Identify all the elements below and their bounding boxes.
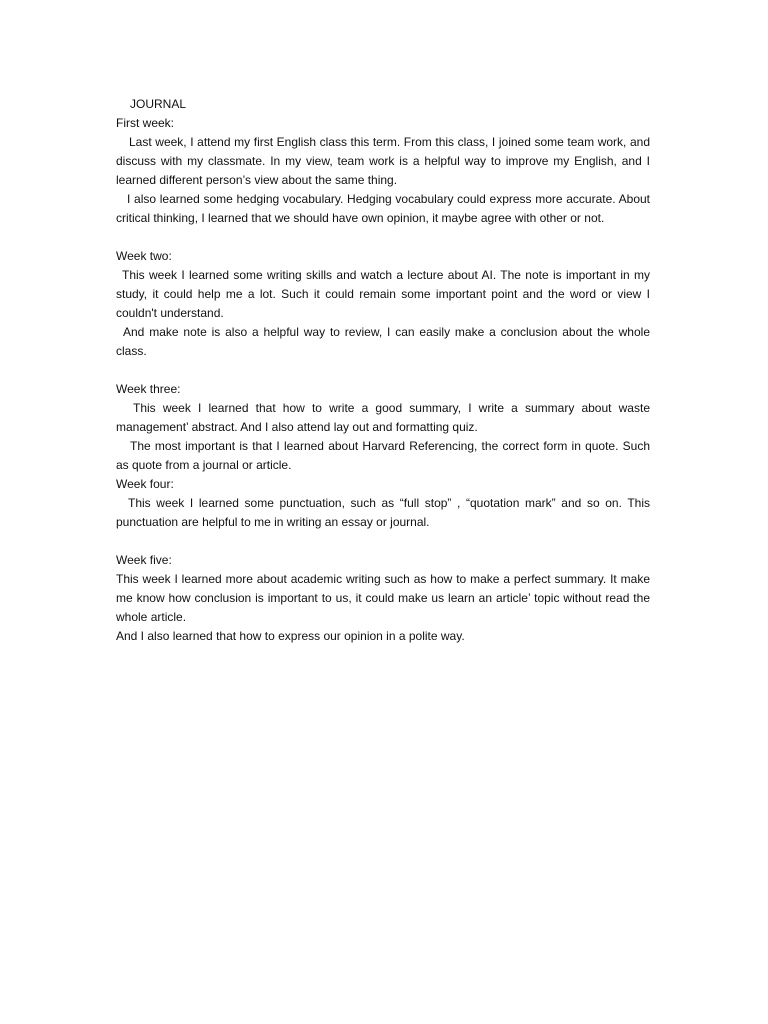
week-three-paragraph-1: This week I learned that how to write a good summary, I write a summary about waste management’ abstract. And I also attend lay out and formatting quiz. xyxy=(116,401,650,434)
week-two-paragraph-2: And make note is also a helpful way to review, I can easily make a conclusion about the whole class. xyxy=(116,325,650,358)
document-title: JOURNAL xyxy=(130,97,187,111)
week-five-paragraph-1: This week I learned more about academic writing such as how to make a perfect summary. It make me know how conclusion is important to us, it could make us learn an article’ topic without read the whole article. xyxy=(116,572,650,624)
week-five-paragraph-2: And I also learned that how to express our opinion in a polite way. xyxy=(116,629,465,643)
week-one-paragraph-2: I also learned some hedging vocabulary. Hedging vocabulary could express more accurate. About critical thinking, I learned that we should have own opinion, it maybe agree with other or not. xyxy=(116,192,650,225)
spacer xyxy=(116,228,650,247)
week-three-heading: Week three: xyxy=(116,382,181,396)
spacer xyxy=(116,532,650,551)
week-four-heading: Week four: xyxy=(116,477,174,491)
week-four-paragraph-1: This week I learned some punctuation, such as “full stop” , “quotation mark” and so on. This punctuation are helpful to me in writing an essay or journal. xyxy=(116,496,650,529)
journal-document xyxy=(116,95,650,646)
week-one-heading: First week: xyxy=(116,116,175,130)
week-two-paragraph-1: This week I learned some writing skills and watch a lecture about AI. The note is important in my study, it could help me a lot. Such it could remain some important point and the word or view I couldn't understand. xyxy=(116,268,650,320)
week-three-paragraph-2: The most important is that I learned about Harvard Referencing, the correct form in quote. Such as quote from a journal or article. xyxy=(116,439,650,472)
week-five-heading: Week five: xyxy=(116,553,172,567)
week-two-heading: Week two: xyxy=(116,249,172,263)
week-one-paragraph-1: Last week, I attend my first English class this term. From this class, I joined some team work, and discuss with my classmate. In my view, team work is a helpful way to improve my English, and I learned different person’s view about the same thing. xyxy=(116,135,650,187)
spacer xyxy=(116,361,650,380)
